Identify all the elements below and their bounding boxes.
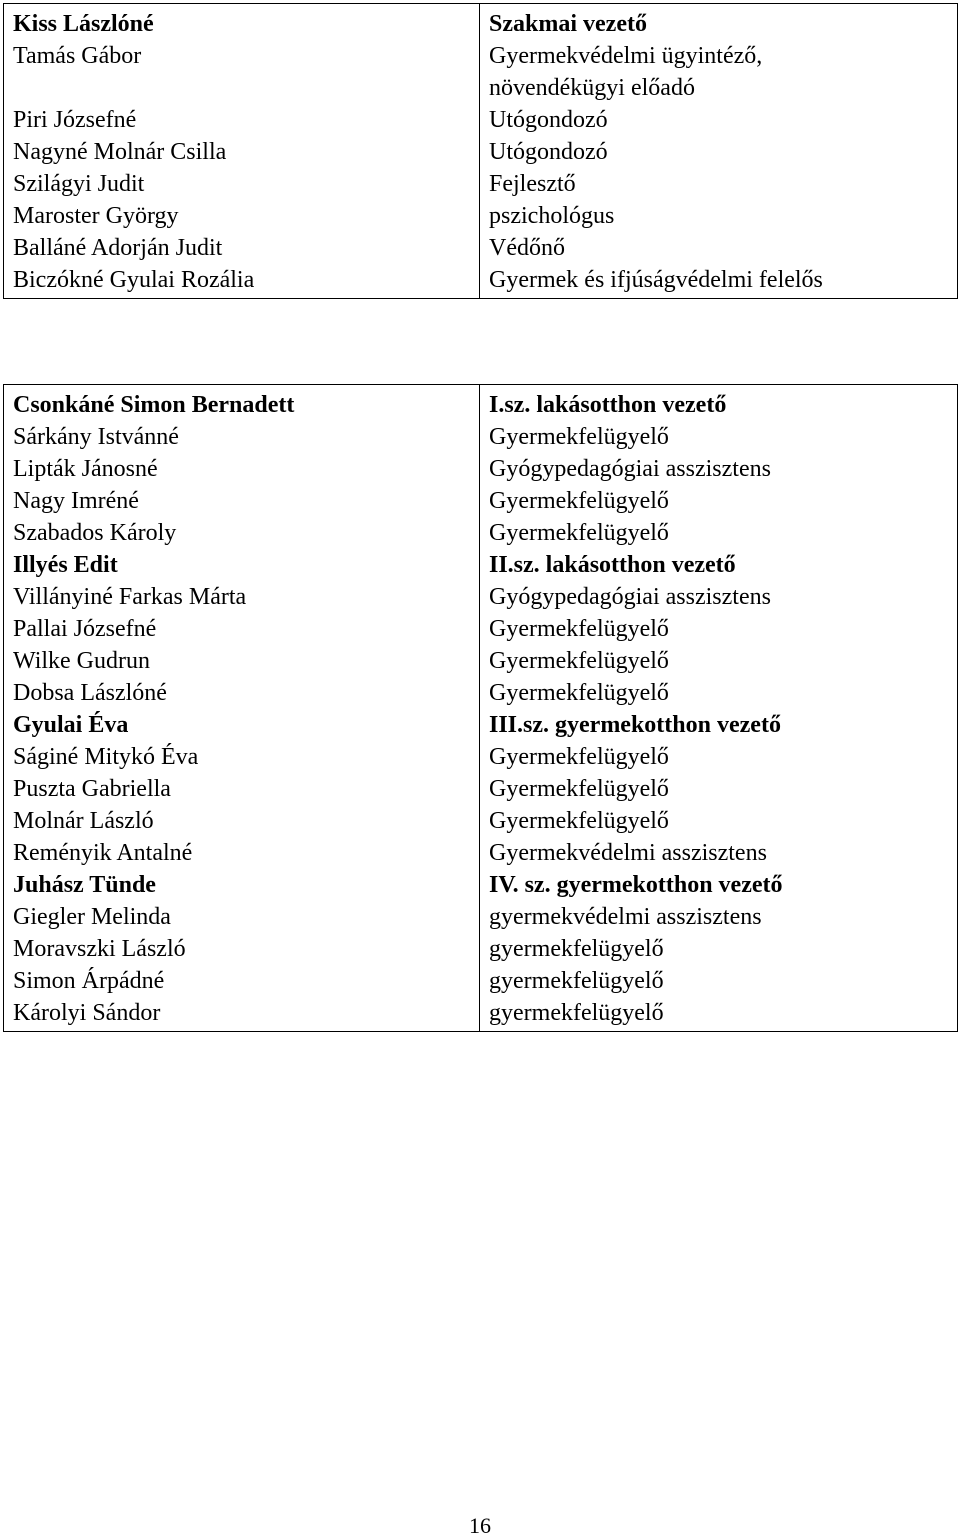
list-item: Gyermekfelügyelő — [489, 680, 669, 706]
list-item: Maroster György — [13, 203, 179, 229]
list-item: Gyermekfelügyelő — [489, 648, 669, 674]
list-item: Ságiné Mitykó Éva — [13, 744, 199, 770]
list-item: Szakmai vezető — [489, 11, 647, 37]
list-item: növendékügyi előadó — [489, 75, 695, 101]
list-item: Szabados Károly — [13, 520, 177, 546]
names-list — [13, 389, 479, 1029]
list-item: Utógondozó — [489, 139, 608, 165]
list-item: Biczókné Gyulai Rozália — [13, 267, 255, 293]
table-row — [4, 385, 958, 1032]
list-item: IV. sz. gyermekotthon vezető — [489, 872, 783, 898]
list-item: Tamás Gábor — [13, 43, 142, 69]
list-item: Gyermekfelügyelő — [489, 744, 669, 770]
names-list — [13, 8, 479, 296]
list-item: Villányiné Farkas Márta — [13, 584, 247, 610]
list-item — [13, 72, 479, 104]
list-item: gyermekfelügyelő — [489, 936, 664, 962]
roles-column — [480, 4, 958, 299]
staff-table-management — [3, 3, 958, 299]
list-item: Pallai Józsefné — [13, 616, 157, 642]
list-item: Gyermekfelügyelő — [489, 424, 669, 450]
list-item: Gyermekfelügyelő — [489, 616, 669, 642]
names-column — [4, 385, 480, 1032]
list-item: Csonkáné Simon Bernadett — [13, 392, 295, 418]
list-item: Wilke Gudrun — [13, 648, 151, 674]
list-item: Gyermek és ifjúságvédelmi felelős — [489, 267, 823, 293]
roles-column — [480, 385, 958, 1032]
list-item: Gyermekvédelmi ügyintéző, — [489, 43, 763, 69]
list-item: Sárkány Istvánné — [13, 424, 179, 450]
list-item: Simon Árpádné — [13, 968, 165, 994]
page-number: 16 — [469, 1513, 491, 1538]
list-item: Lipták Jánosné — [13, 456, 158, 482]
list-item: III.sz. gyermekotthon vezető — [489, 712, 781, 738]
list-item: gyermekfelügyelő — [489, 968, 664, 994]
list-item: Gyulai Éva — [13, 712, 129, 738]
list-item: Fejlesztő — [489, 171, 576, 197]
roles-list — [489, 389, 957, 1029]
roles-list — [489, 8, 957, 296]
names-column — [4, 4, 480, 299]
list-item: Utógondozó — [489, 107, 608, 133]
list-item: Védőnő — [489, 235, 565, 261]
list-item: Piri Józsefné — [13, 107, 137, 133]
list-item: Szilágyi Judit — [13, 171, 145, 197]
list-item: Juhász Tünde — [13, 872, 156, 898]
list-item: Illyés Edit — [13, 552, 118, 578]
list-item: pszichológus — [489, 203, 615, 229]
list-item: Kiss Lászlóné — [13, 11, 154, 37]
list-item: Gyógypedagógiai asszisztens — [489, 456, 771, 482]
list-item: Giegler Melinda — [13, 904, 171, 930]
list-item: Gyermekfelügyelő — [489, 776, 669, 802]
list-item: I.sz. lakásotthon vezető — [489, 392, 727, 418]
list-item: gyermekfelügyelő — [489, 1000, 664, 1026]
list-item: Nagy Imréné — [13, 488, 139, 514]
list-item: Moravszki László — [13, 936, 186, 962]
list-item: Dobsa Lászlóné — [13, 680, 167, 706]
staff-table-homes — [3, 384, 958, 1032]
list-item: Nagyné Molnár Csilla — [13, 139, 227, 165]
list-item: Gyermekfelügyelő — [489, 520, 669, 546]
list-item: Reményik Antalné — [13, 840, 193, 866]
list-item: Gyógypedagógiai asszisztens — [489, 584, 771, 610]
list-item: gyermekvédelmi asszisztens — [489, 904, 762, 930]
table-row — [4, 4, 958, 299]
list-item: Puszta Gabriella — [13, 776, 171, 802]
list-item: Gyermekfelügyelő — [489, 808, 669, 834]
list-item: Molnár László — [13, 808, 154, 834]
list-item: Gyermekfelügyelő — [489, 488, 669, 514]
list-item: II.sz. lakásotthon vezető — [489, 552, 736, 578]
list-item: Balláné Adorján Judit — [13, 235, 223, 261]
list-item: Gyermekvédelmi asszisztens — [489, 840, 767, 866]
list-item: Károlyi Sándor — [13, 1000, 161, 1026]
